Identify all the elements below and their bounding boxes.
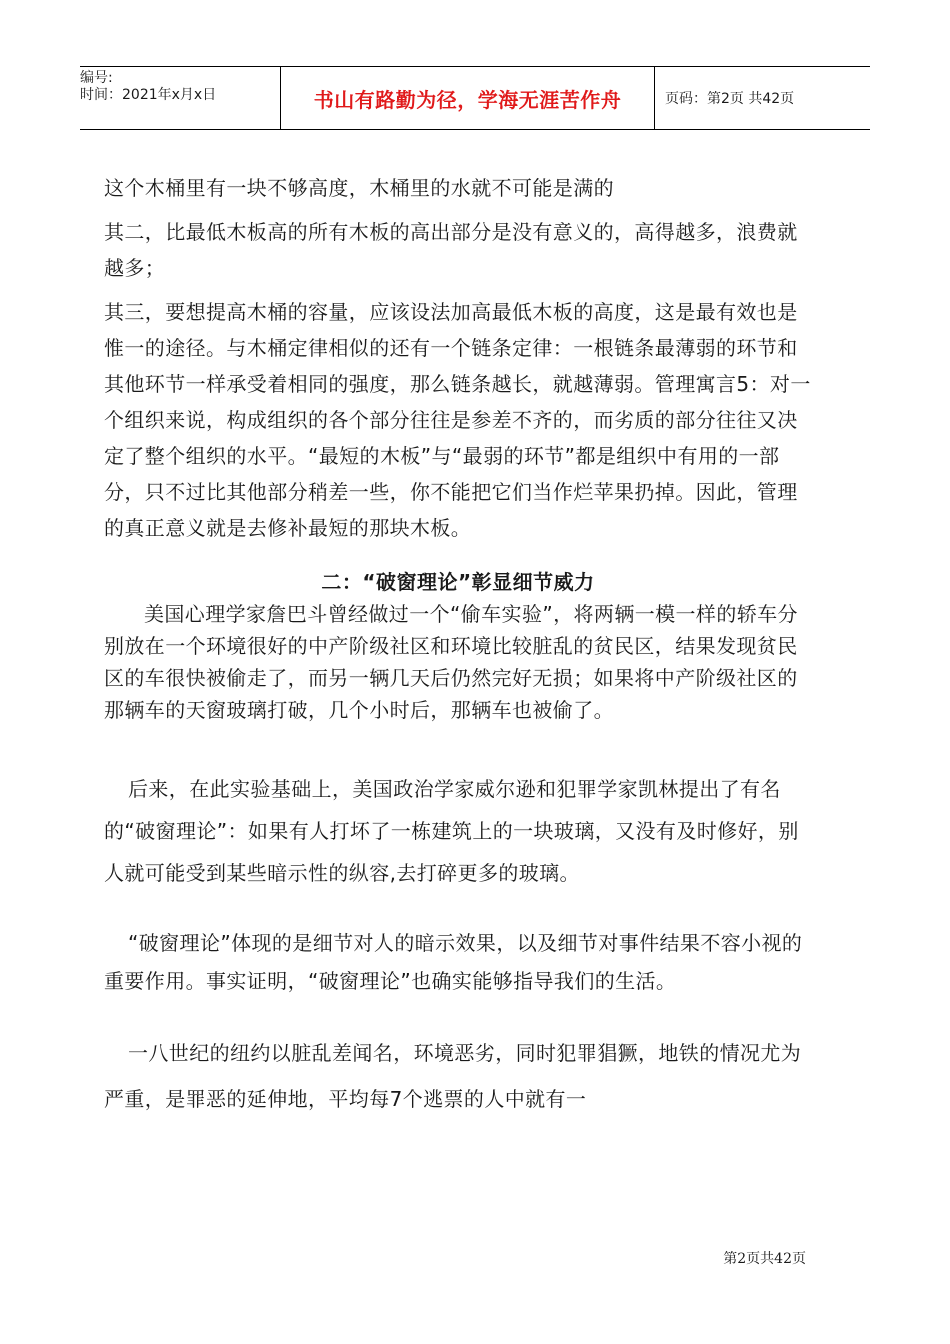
- header-page-info: 页码：第2页 共42页: [665, 91, 795, 107]
- paragraph-7: 一八世纪的纽约以脏乱差闻名，环境恶劣，同时犯罪猖獗，地铁的情况尤为严重，是罪恶的延伸地，平均每7个逃票的人中就有一: [104, 1041, 802, 1111]
- header-info-cell: [80, 67, 281, 129]
- page-footer: 第2页共42页: [723, 1251, 806, 1267]
- paragraph-3: 其三，要想提高木桶的容量，应该设法加高最低木板的高度，这是最有效也是惟一的途径。与木桶定律相似的还有一个链条定律：一根链条最薄弱的环节和其他环节一样承受着相同的强度，那么链条越长，就越薄弱。管理寓言5：对一个组织来说，构成组织的各个部分往往是参差不齐的，而劣质的部分往往又决定了整个组织的水平。“最短的木板”与“最弱的环节”都是组织中有用的一部分，只不过比其他部分稍差一些，你不能把它们当作烂苹果扔掉。因此，管理的真正意义就是去修补最短的那块木板。: [104, 300, 811, 540]
- page-header: [80, 66, 870, 130]
- document-body: [104, 170, 812, 1122]
- paragraph-4: 美国心理学家詹巴斗曾经做过一个“偷车实验”，将两辆一模一样的轿车分别放在一个环境很好的中产阶级社区和环境比较脏乱的贫民区，结果发现贫民区的车很快被偷走了，而另一辆几天后仍然完好无损；如果将中产阶级社区的那辆车的天窗玻璃打破，几个小时后，那辆车也被偷了。: [104, 602, 798, 722]
- paragraph-5: 后来，在此实验基础上，美国政治学家威尔逊和犯罪学家凯林提出了有名的“破窗理论”：如果有人打坏了一栋建筑上的一块玻璃，又没有及时修好，别人就可能受到某些暗示性的纵容,去打碎更多的玻璃。: [104, 777, 799, 885]
- section-heading: 二：“破窗理论”彰显细节威力: [321, 570, 595, 594]
- time-label: 时间：2021年x月x日: [80, 87, 217, 103]
- paragraph-6: “破窗理论”体现的是细节对人的暗示效果，以及细节对事件结果不容小视的重要作用。事实证明，“破窗理论”也确实能够指导我们的生活。: [104, 931, 803, 993]
- number-label: 编号:: [80, 70, 113, 86]
- header-motto: 书山有路勤为径，学海无涯苦作舟: [281, 67, 655, 129]
- paragraph-1: 这个木桶里有一块不够高度，木桶里的水就不可能是满的: [104, 176, 614, 200]
- paragraph-2: 其二，比最低木板高的所有木板的高出部分是没有意义的，高得越多，浪费就越多；: [104, 220, 798, 280]
